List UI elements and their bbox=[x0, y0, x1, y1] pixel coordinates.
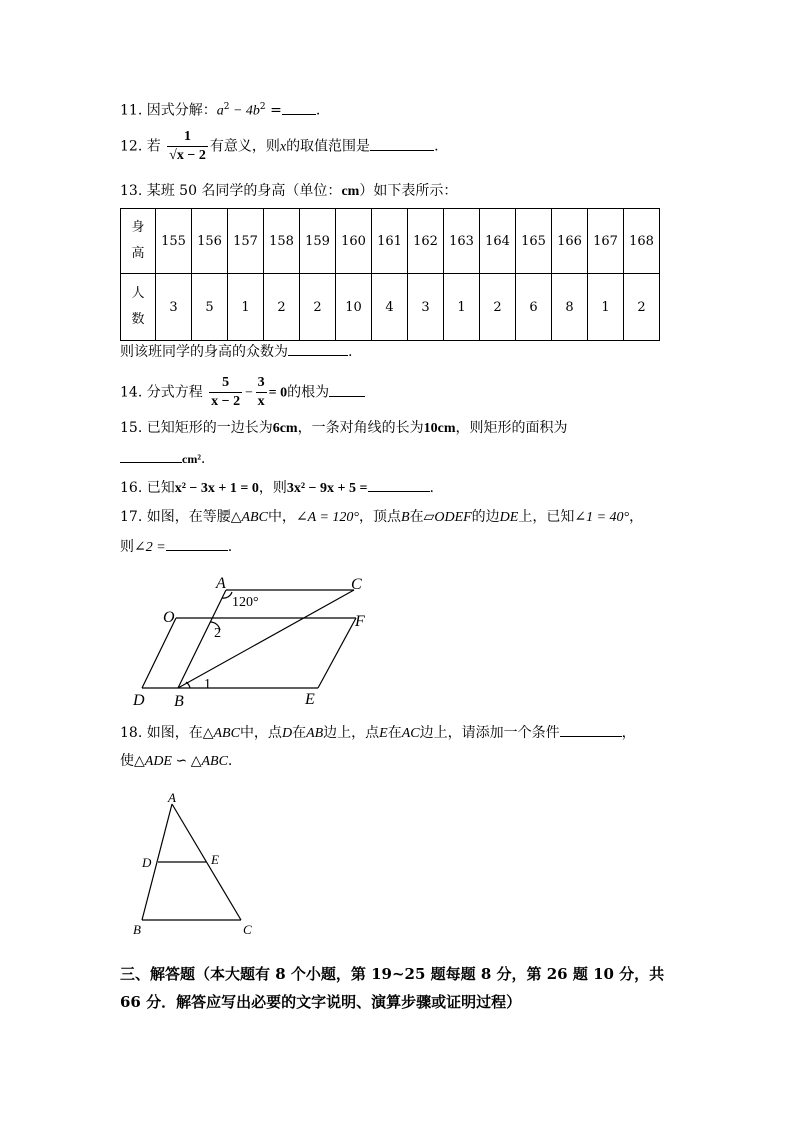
q17-angle-a: ∠A = 120° bbox=[295, 510, 360, 525]
height-cell: 160 bbox=[336, 209, 372, 274]
q16-answer-blank[interactable] bbox=[368, 477, 430, 492]
q11-label: 11. 因式分解： bbox=[120, 102, 217, 119]
q13-end: . bbox=[348, 344, 353, 360]
q18-text-c: 在 bbox=[292, 725, 307, 741]
fig17-mark-1: 1 bbox=[204, 677, 211, 692]
q16-label: 16. 已知 bbox=[120, 480, 175, 496]
q15-end: . bbox=[200, 451, 206, 467]
count-cell: 1 bbox=[588, 274, 624, 341]
fig18-label-d: D bbox=[142, 855, 152, 870]
question-15-answer-line bbox=[120, 448, 205, 469]
q18-text-f: 边上，请添加一个条件 bbox=[419, 725, 560, 741]
question-13-answer-line bbox=[120, 341, 352, 362]
q11-var-b: b bbox=[252, 103, 260, 119]
q17-end: . bbox=[227, 539, 233, 555]
q11-var-a: a bbox=[216, 103, 224, 119]
q17-text-c: ，顶点 bbox=[359, 509, 402, 525]
question-12 bbox=[120, 128, 439, 165]
q18-l1-end: ， bbox=[621, 725, 636, 741]
q16-end: . bbox=[429, 480, 434, 496]
row-header-height: 身高 bbox=[121, 209, 156, 274]
q17-text-d: 在 bbox=[409, 509, 424, 525]
question-14 bbox=[120, 374, 365, 411]
count-cell: 1 bbox=[444, 274, 480, 341]
q18-similarity: △ADE ∽ △ABC bbox=[134, 754, 228, 769]
q14-numerator-1: 5 bbox=[222, 375, 230, 390]
q12-label: 12. 若 bbox=[120, 138, 161, 155]
q14-label: 14. 分式方程 bbox=[120, 384, 203, 401]
q11-answer-blank[interactable] bbox=[282, 100, 316, 115]
q17-parallelogram: ▱ODEF bbox=[423, 510, 472, 525]
q13-unit: cm bbox=[341, 184, 360, 199]
q11-eq: = bbox=[265, 102, 282, 119]
count-cell: 6 bbox=[516, 274, 552, 341]
q18-side-ab: AB bbox=[306, 726, 324, 741]
q13-label: 13. 某班 50 名同学的身高（单位： bbox=[120, 183, 342, 199]
q17-vertex-b: B bbox=[401, 510, 410, 525]
q12-tail: 的取值范围是 bbox=[286, 138, 371, 155]
q14-answer-blank[interactable] bbox=[329, 382, 365, 397]
q17-side-de: DE bbox=[499, 510, 519, 525]
q15-answer-blank[interactable] bbox=[120, 448, 182, 463]
question-18-line-2 bbox=[120, 751, 232, 772]
height-cell: 157 bbox=[228, 209, 264, 274]
fig18-label-c: C bbox=[243, 922, 252, 937]
fig17-label-e: E bbox=[305, 691, 315, 708]
q15-mid: ，一条对角线的长为 bbox=[297, 420, 424, 436]
height-cell: 167 bbox=[588, 209, 624, 274]
count-cell: 2 bbox=[264, 274, 300, 341]
q13-answer-blank[interactable] bbox=[288, 341, 348, 356]
q15-label: 15. 已知矩形的一边长为 bbox=[120, 420, 273, 436]
q14-tail: 的根为 bbox=[287, 384, 330, 401]
q17-angle-2: ∠2 = bbox=[134, 540, 166, 555]
q11-end: . bbox=[315, 102, 321, 119]
q17-l2-a: 则 bbox=[120, 539, 134, 555]
count-cell: 1 bbox=[228, 274, 264, 341]
section-3-heading: 三、解答题（本大题有 8 个小题，第 19~25 题每题 8 分，第 26 题 10 分，共 66 分．解答应写出必要的文字说明、演算步骤或证明过程） bbox=[120, 965, 665, 1011]
q14-denominator-1: x − 2 bbox=[211, 394, 241, 409]
q17-triangle: △ABC bbox=[230, 510, 268, 525]
q18-side-ac: AC bbox=[401, 726, 420, 741]
fig17-mark-2: 2 bbox=[214, 626, 221, 641]
question-18 bbox=[120, 722, 636, 744]
height-cell: 163 bbox=[444, 209, 480, 274]
q18-text-d: 边上，点 bbox=[323, 725, 380, 741]
q12-mid: 有意义，则 bbox=[209, 138, 280, 155]
q18-text-b: 中，点 bbox=[239, 725, 282, 741]
count-cell: 3 bbox=[408, 274, 444, 341]
q15-side: 6cm bbox=[272, 421, 298, 436]
q14-fraction-2 bbox=[256, 374, 267, 411]
q11-pow2: 2 bbox=[259, 102, 266, 112]
count-cell: 2 bbox=[480, 274, 516, 341]
height-cell: 159 bbox=[300, 209, 336, 274]
height-cell: 162 bbox=[408, 209, 444, 274]
count-cell: 10 bbox=[336, 274, 372, 341]
q18-end: . bbox=[227, 753, 233, 769]
count-cell: 8 bbox=[552, 274, 588, 341]
q16-mid: ，则 bbox=[258, 480, 287, 496]
fig18-label-a: A bbox=[168, 790, 176, 805]
q18-point-e: E bbox=[379, 726, 388, 741]
q12-denominator: √x − 2 bbox=[169, 148, 206, 163]
fig17-label-a: A bbox=[216, 575, 226, 592]
question-16 bbox=[120, 477, 434, 499]
q11-minus: − 4 bbox=[229, 103, 253, 119]
count-cell: 4 bbox=[372, 274, 408, 341]
question-11 bbox=[120, 97, 320, 122]
q17-answer-blank[interactable] bbox=[166, 536, 228, 551]
table-row-heights bbox=[121, 209, 660, 274]
q12-numerator: 1 bbox=[184, 129, 191, 144]
q14-eq: = 0 bbox=[268, 385, 288, 401]
q18-text-a: 18. 如图，在 bbox=[120, 725, 203, 741]
q18-answer-blank[interactable] bbox=[560, 722, 622, 737]
height-cell: 156 bbox=[192, 209, 228, 274]
count-cell: 2 bbox=[624, 274, 660, 341]
row-header-count: 人数 bbox=[121, 274, 156, 341]
q15-tail: ，则矩形的面积为 bbox=[455, 420, 568, 436]
q12-answer-blank[interactable] bbox=[370, 136, 434, 151]
question-17 bbox=[120, 507, 643, 528]
fig17-label-c: C bbox=[351, 576, 362, 593]
q18-point-d: D bbox=[281, 726, 293, 741]
count-cell: 5 bbox=[192, 274, 228, 341]
q14-minus: − bbox=[244, 385, 254, 401]
q12-fraction bbox=[167, 128, 208, 165]
q17-angle-1: ∠1 = 40° bbox=[574, 510, 630, 525]
fig17-label-d: D bbox=[133, 692, 145, 709]
q14-numerator-2: 3 bbox=[257, 375, 265, 390]
q13-tail: ）如下表所示： bbox=[359, 183, 458, 199]
q12-var: x bbox=[279, 139, 287, 155]
q18-l2-a: 使 bbox=[120, 753, 134, 769]
height-cell: 161 bbox=[372, 209, 408, 274]
q17-text-a: 17. 如图，在等腰 bbox=[120, 509, 231, 525]
q18-text-e: 在 bbox=[387, 725, 402, 741]
fig17-label-b: B bbox=[174, 693, 184, 710]
fig17-label-f: F bbox=[355, 613, 365, 630]
height-cell: 155 bbox=[156, 209, 192, 274]
fig17-angle-label: 120° bbox=[232, 595, 259, 610]
q18-triangle: △ABC bbox=[202, 726, 240, 741]
fig17-label-o: O bbox=[163, 609, 175, 626]
height-cell: 166 bbox=[552, 209, 588, 274]
height-cell: 164 bbox=[480, 209, 516, 274]
fig17-line-bc bbox=[178, 590, 354, 688]
fig18-label-b: B bbox=[133, 922, 141, 937]
q14-fraction-1 bbox=[209, 374, 242, 411]
height-cell: 165 bbox=[516, 209, 552, 274]
q16-target: 3x² − 9x + 5 = bbox=[286, 481, 368, 496]
height-cell: 158 bbox=[264, 209, 300, 274]
q12-end: . bbox=[434, 138, 439, 155]
q17-text-f: 上，已知 bbox=[518, 509, 575, 525]
q17-text-g: ， bbox=[629, 509, 644, 525]
question-15 bbox=[120, 418, 568, 439]
fig18-label-e: E bbox=[211, 852, 219, 867]
q11-pow1: 2 bbox=[223, 102, 230, 112]
height-cell: 168 bbox=[624, 209, 660, 274]
q15-unit: cm² bbox=[182, 452, 201, 466]
q17-text-b: 中， bbox=[267, 509, 296, 525]
q17-text-e: 的边 bbox=[471, 509, 500, 525]
height-table bbox=[120, 208, 660, 341]
question-13 bbox=[120, 181, 457, 202]
table-row-counts bbox=[121, 274, 660, 341]
count-cell: 3 bbox=[156, 274, 192, 341]
q15-diagonal: 10cm bbox=[423, 421, 456, 436]
fig17-line-od bbox=[142, 618, 176, 688]
q18-figure bbox=[128, 790, 268, 940]
q16-given: x² − 3x + 1 = 0 bbox=[174, 481, 259, 496]
count-cell: 2 bbox=[300, 274, 336, 341]
q17-figure bbox=[128, 570, 388, 710]
q13-after: 则该班同学的身高的众数为 bbox=[120, 344, 288, 360]
fig17-line-ef bbox=[318, 618, 356, 688]
question-17-answer-line bbox=[120, 536, 232, 558]
q14-denominator-2: x bbox=[257, 394, 265, 409]
